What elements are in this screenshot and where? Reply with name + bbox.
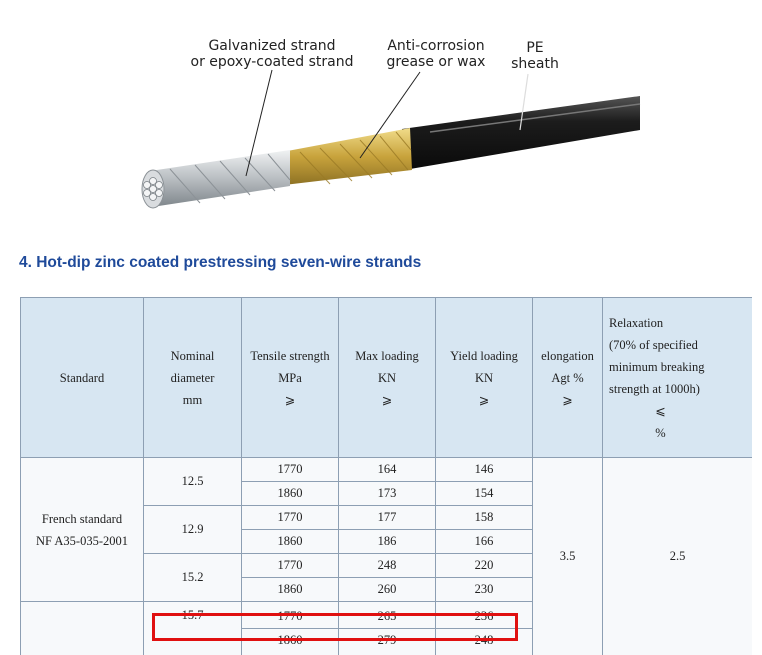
header-elongation-line1: elongation: [541, 348, 594, 363]
header-tensile-unit: MPa: [278, 370, 302, 385]
callout-sheath: [505, 40, 565, 72]
header-elongation-unit: Agt %: [551, 370, 584, 385]
yield-loading-value: 146: [436, 458, 532, 482]
callout-strand-line1: Galvanized strand: [208, 38, 336, 54]
callout-sheath-line1: PE: [526, 40, 544, 56]
callout-grease-line1: Anti-corrosion: [387, 38, 485, 54]
max-loading-value: 279: [377, 633, 397, 647]
tensile-value: 1770: [242, 605, 338, 629]
header-max-loading: [339, 298, 436, 458]
tensile-value: 1860: [277, 582, 303, 596]
strand-cable-drawing: [0, 0, 762, 230]
strand-illustration: [0, 0, 762, 230]
tensile-cell: [242, 554, 339, 602]
max-loading-cell: [339, 458, 436, 506]
pe-sheath: [402, 96, 640, 169]
max-loading-value: 260: [377, 582, 397, 596]
diameter-cell: 15.7: [144, 602, 242, 655]
tensile-cell: [242, 458, 339, 506]
elongation-cell: 3.5: [533, 458, 603, 655]
spec-table-wrapper: [20, 297, 752, 655]
header-tensile: [242, 298, 339, 458]
header-relaxation-unit: %: [655, 425, 666, 440]
callout-strand-line2: or epoxy-coated strand: [190, 54, 354, 70]
yield-loading-value: 230: [474, 582, 494, 596]
header-elongation: [533, 298, 603, 458]
tensile-value: 1770: [242, 554, 338, 578]
yield-loading-value: 220: [436, 554, 532, 578]
tensile-value: 1860: [277, 534, 303, 548]
tensile-value: 1860: [277, 633, 303, 647]
table-row: [21, 458, 753, 506]
standard-empty-cell: [21, 602, 144, 655]
header-max-line1: Max loading: [355, 348, 419, 363]
steel-strand: [150, 150, 290, 207]
max-loading-value: 265: [339, 605, 435, 629]
diameter-cell: 15.2: [144, 554, 242, 602]
relaxation-cell: 2.5: [603, 458, 753, 655]
callout-grease-line2: grease or wax: [386, 54, 486, 70]
yield-loading-value: 158: [436, 506, 532, 530]
yield-loading-value: 248: [474, 633, 494, 647]
yield-loading-value: 166: [474, 534, 494, 548]
header-diameter-unit: mm: [182, 392, 203, 407]
table-header-row: [21, 298, 753, 458]
header-relaxation-line4: strength at 1000h): [609, 381, 700, 396]
max-loading-value: 173: [377, 486, 397, 500]
callout-strand: [188, 38, 356, 70]
tensile-value: 1770: [242, 458, 338, 482]
max-loading-value: 248: [339, 554, 435, 578]
header-relaxation-line3: minimum breaking: [609, 359, 705, 374]
yield-loading-value: 236: [436, 605, 532, 629]
header-yield-line1: Yield loading: [450, 348, 518, 363]
spec-table: [20, 297, 752, 655]
standard-name: French standard: [41, 511, 123, 526]
header-tensile-symbol: ⩾: [284, 392, 296, 407]
callout-grease: [376, 38, 496, 70]
header-diameter: [144, 298, 242, 458]
yield-loading-cell: [436, 602, 533, 655]
header-yield-loading: [436, 298, 533, 458]
max-loading-value: 164: [339, 458, 435, 482]
header-yield-symbol: ⩾: [478, 392, 490, 407]
max-loading-value: 177: [339, 506, 435, 530]
header-max-symbol: ⩾: [381, 392, 393, 407]
header-standard: Standard: [21, 298, 144, 458]
standard-code: NF A35-035-2001: [35, 533, 129, 548]
tensile-cell: [242, 506, 339, 554]
header-max-unit: KN: [377, 370, 397, 385]
diameter-cell: 12.9: [144, 506, 242, 554]
header-relaxation-symbol: ⩽: [655, 403, 666, 418]
diameter-cell: 12.5: [144, 458, 242, 506]
header-diameter-line1: Nominal: [170, 348, 215, 363]
max-loading-cell: [339, 554, 436, 602]
tensile-value: 1860: [277, 486, 303, 500]
yield-loading-cell: [436, 554, 533, 602]
callout-sheath-line2: sheath: [511, 56, 559, 72]
standard-cell: [21, 458, 144, 602]
yield-loading-cell: [436, 506, 533, 554]
header-tensile-line1: Tensile strength: [250, 348, 330, 363]
header-relaxation-line1: Relaxation: [609, 315, 664, 330]
header-relaxation-line2: (70% of specified: [609, 337, 698, 352]
header-yield-unit: KN: [474, 370, 494, 385]
tensile-value: 1770: [242, 506, 338, 530]
header-diameter-line2: diameter: [170, 370, 215, 385]
max-loading-value: 186: [377, 534, 397, 548]
max-loading-cell: [339, 602, 436, 655]
header-elongation-symbol: ⩾: [562, 392, 573, 407]
yield-loading-value: 154: [474, 486, 494, 500]
yield-loading-cell: [436, 458, 533, 506]
header-relaxation: [603, 298, 753, 458]
tensile-cell: [242, 602, 339, 655]
max-loading-cell: [339, 506, 436, 554]
section-heading: 4. Hot-dip zinc coated prestressing seven-wire strands: [19, 254, 422, 271]
